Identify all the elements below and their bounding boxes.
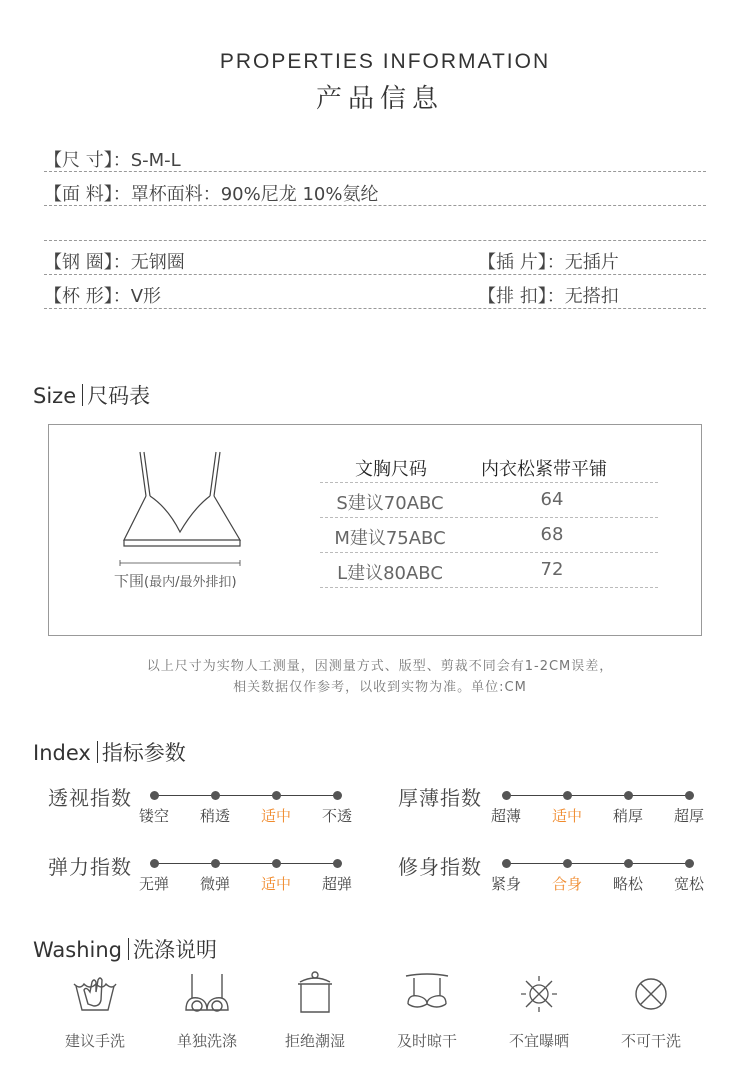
property-pad: 【插 片】：无插片 [478,252,619,273]
washing-item: 拒绝潮湿 [260,970,370,1051]
scale-dot [211,859,220,868]
no-sun-icon [514,970,564,1016]
no-tumble-dry-icon [626,970,676,1016]
scale-dot [333,791,342,800]
washing-item: 及时晾干 [372,970,482,1051]
scale-option-label: 宽松 [673,875,704,893]
scale-option-label: 适中 [551,807,582,825]
index-scale [138,859,352,899]
scale-dot [272,859,281,868]
divider [44,240,706,241]
hand-wash-icon [70,970,120,1016]
scale-line [506,795,689,796]
scale-dot [685,791,694,800]
table-divider [320,482,658,483]
table-divider [320,552,658,553]
table-cell-size: L建议80ABC [337,563,443,584]
property-fabric: 【面 料】：罩杯面料：90%尼龙 10%氨纶 [44,184,379,205]
scale-option-label: 适中 [260,875,291,893]
scale-option-label: 紧身 [490,875,521,893]
index-name: 厚薄指数 [398,786,482,810]
washing-item: 建议手洗 [40,970,150,1051]
divider [44,308,706,309]
scale-line [154,795,337,796]
size-section-title: Size 尺码表 [33,384,151,408]
container-icon [290,970,340,1016]
scale-option-label: 超薄 [490,807,521,825]
washing-item: 不可干洗 [596,970,706,1051]
property-wire: 【钢 圈】：无钢圈 [44,252,185,273]
index-scale [490,791,704,831]
bra-icon [182,970,232,1016]
table-cell-size: S建议70ABC [336,493,444,514]
divider [44,171,706,172]
scale-option-label: 镂空 [138,807,169,825]
title-chinese: 产品信息 [315,84,444,114]
table-divider [320,587,658,588]
scale-option-label: 超厚 [673,807,704,825]
scale-dot [624,791,633,800]
size-note-line2: 相关数据仅作参考，以收到实物为准。单位:CM [233,680,527,695]
scale-option-label: 合身 [551,875,582,893]
table-cell-value: 68 [540,524,564,545]
scale-dot [563,859,572,868]
scale-option-label: 微弹 [199,875,230,893]
scale-dot [563,791,572,800]
scale-option-label: 不透 [321,807,352,825]
scale-line [154,863,337,864]
scale-dot [211,791,220,800]
bra-diagram [110,448,255,573]
scale-dot [150,859,159,868]
table-cell-size: M建议75ABC [334,528,446,549]
washing-item: 单独洗涤 [152,970,262,1051]
table-divider [320,517,658,518]
table-header-band: 内衣松紧带平铺 [481,459,607,480]
property-size: 【尺 寸】：S-M-L [44,150,181,171]
scale-line [506,863,689,864]
scale-option-label: 略松 [612,875,643,893]
scale-dot [333,859,342,868]
divider [44,205,706,206]
hanger-bra-icon [402,970,452,1016]
table-cell-value: 64 [540,489,564,510]
index-scale [490,859,704,899]
index-scale [138,791,352,831]
washing-section-title: Washing 洗涤说明 [33,938,218,962]
size-note-line1: 以上尺寸为实物人工测量，因测量方式、版型、剪裁不同会有1-2CM误差， [146,659,614,674]
property-clasp: 【排 扣】：无搭扣 [478,286,619,307]
scale-option-label: 适中 [260,807,291,825]
scale-option-label: 稍透 [199,807,230,825]
scale-dot [685,859,694,868]
scale-dot [624,859,633,868]
scale-dot [502,791,511,800]
table-header-size: 文胸尺码 [355,459,427,480]
washing-item: 不宜曝晒 [484,970,594,1051]
index-section-title: Index 指标参数 [33,741,186,765]
divider [44,274,706,275]
scale-dot [150,791,159,800]
scale-dot [272,791,281,800]
scale-option-label: 超弹 [321,875,352,893]
title-english: PROPERTIES INFORMATION [219,50,551,73]
diagram-label: 下围(最内/最外排扣) [114,572,237,590]
scale-option-label: 无弹 [138,875,169,893]
scale-dot [502,859,511,868]
index-name: 修身指数 [398,855,482,879]
table-cell-value: 72 [540,559,564,580]
property-cup: 【杯 形】：V形 [44,286,162,307]
index-name: 透视指数 [48,786,132,810]
scale-option-label: 稍厚 [612,807,643,825]
index-name: 弹力指数 [48,855,132,879]
